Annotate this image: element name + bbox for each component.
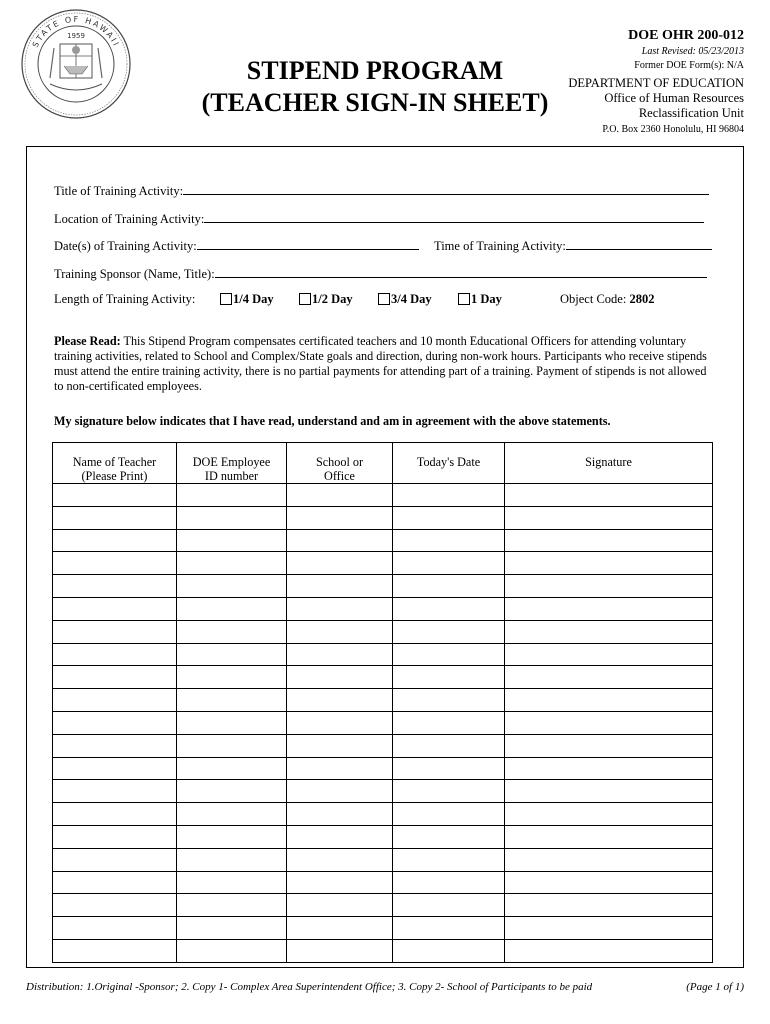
employee-id-cell[interactable]: [177, 825, 287, 848]
school-cell[interactable]: [287, 529, 393, 552]
table-header-row: [53, 443, 713, 484]
date-cell[interactable]: [393, 575, 505, 598]
signature-cell[interactable]: [505, 871, 713, 894]
date-cell[interactable]: [393, 825, 505, 848]
school-cell[interactable]: [287, 780, 393, 803]
sponsor-label: Training Sponsor (Name, Title):: [54, 267, 215, 281]
please-read-lead: Please Read:: [54, 334, 121, 348]
checkbox-half-day[interactable]: [299, 293, 311, 305]
date-cell[interactable]: [393, 597, 505, 620]
col-header-name: Name of Teacher (Please Print): [53, 443, 177, 484]
name-cell[interactable]: [53, 552, 177, 575]
form-number: DOE OHR 200-012: [628, 28, 744, 43]
date-cell[interactable]: [393, 780, 505, 803]
table-row: [53, 734, 713, 757]
location-input[interactable]: [204, 210, 704, 223]
date-cell[interactable]: [393, 757, 505, 780]
signature-cell[interactable]: [505, 689, 713, 712]
date-cell[interactable]: [393, 484, 505, 507]
name-cell[interactable]: [53, 734, 177, 757]
checkbox-quarter-day[interactable]: [220, 293, 232, 305]
signature-cell[interactable]: [505, 894, 713, 917]
name-cell[interactable]: [53, 757, 177, 780]
signature-cell[interactable]: [505, 552, 713, 575]
employee-id-cell[interactable]: [177, 711, 287, 734]
name-cell[interactable]: [53, 575, 177, 598]
employee-id-cell[interactable]: [177, 597, 287, 620]
school-cell[interactable]: [287, 575, 393, 598]
name-cell[interactable]: [53, 871, 177, 894]
department-name: DEPARTMENT OF EDUCATION: [568, 76, 744, 90]
signature-cell[interactable]: [505, 848, 713, 871]
school-cell[interactable]: [287, 757, 393, 780]
former-forms: Former DOE Form(s): N/A: [634, 60, 744, 71]
object-code-label: Object Code:: [560, 292, 627, 306]
table-row: [53, 917, 713, 940]
office-name: Office of Human Resources: [604, 91, 744, 105]
signature-cell[interactable]: [505, 734, 713, 757]
length-option-three-quarter[interactable]: 3/4 Day: [378, 292, 432, 307]
employee-id-cell[interactable]: [177, 848, 287, 871]
name-cell[interactable]: [53, 689, 177, 712]
time-label: Time of Training Activity:: [434, 239, 566, 253]
table-row: [53, 780, 713, 803]
table-row: [53, 529, 713, 552]
form-title-line1: STIPEND PROGRAM: [246, 56, 504, 85]
signature-cell[interactable]: [505, 620, 713, 643]
name-cell[interactable]: [53, 506, 177, 529]
school-cell[interactable]: [287, 825, 393, 848]
employee-id-cell[interactable]: [177, 620, 287, 643]
date-cell[interactable]: [393, 894, 505, 917]
table-row: [53, 894, 713, 917]
checkbox-three-quarter-day[interactable]: [378, 293, 390, 305]
length-option-half[interactable]: 1/2 Day: [299, 292, 353, 307]
please-read-notice: [54, 334, 714, 394]
signature-cell[interactable]: [505, 780, 713, 803]
signature-cell[interactable]: [505, 917, 713, 940]
name-cell[interactable]: [53, 711, 177, 734]
table-row: [53, 552, 713, 575]
signature-cell[interactable]: [505, 757, 713, 780]
dates-input[interactable]: [197, 237, 419, 250]
date-cell[interactable]: [393, 506, 505, 529]
date-cell[interactable]: [393, 939, 505, 962]
employee-id-cell[interactable]: [177, 757, 287, 780]
employee-id-cell[interactable]: [177, 506, 287, 529]
title-input[interactable]: [183, 182, 709, 195]
col-header-employee-id: DOE Employee ID number: [177, 443, 287, 484]
employee-id-cell[interactable]: [177, 643, 287, 666]
employee-id-cell[interactable]: [177, 917, 287, 940]
school-cell[interactable]: [287, 939, 393, 962]
name-cell[interactable]: [53, 666, 177, 689]
employee-id-cell[interactable]: [177, 529, 287, 552]
school-cell[interactable]: [287, 848, 393, 871]
table-row: [53, 643, 713, 666]
table-row: [53, 689, 713, 712]
col-header-date: Today's Date: [393, 443, 505, 484]
table-row: [53, 757, 713, 780]
svg-text:STATE OF HAWAII: STATE OF HAWAII: [30, 14, 122, 49]
signature-cell[interactable]: [505, 529, 713, 552]
employee-id-cell[interactable]: [177, 780, 287, 803]
time-field-row: [434, 237, 712, 254]
employee-id-cell[interactable]: [177, 734, 287, 757]
table-row: [53, 825, 713, 848]
date-cell[interactable]: [393, 552, 505, 575]
mailing-address: P.O. Box 2360 Honolulu, HI 96804: [602, 124, 744, 135]
name-cell[interactable]: [53, 780, 177, 803]
checkbox-full-day[interactable]: [458, 293, 470, 305]
date-cell[interactable]: [393, 734, 505, 757]
dates-label: Date(s) of Training Activity:: [54, 239, 197, 253]
name-cell[interactable]: [53, 529, 177, 552]
col-header-school: School or Office: [287, 443, 393, 484]
date-cell[interactable]: [393, 917, 505, 940]
form-title-line2: (TEACHER SIGN-IN SHEET): [201, 88, 549, 117]
employee-id-cell[interactable]: [177, 939, 287, 962]
date-cell[interactable]: [393, 848, 505, 871]
name-cell[interactable]: [53, 803, 177, 826]
employee-id-cell[interactable]: [177, 484, 287, 507]
length-option-full[interactable]: 1 Day: [458, 292, 502, 307]
school-cell[interactable]: [287, 871, 393, 894]
date-cell[interactable]: [393, 666, 505, 689]
length-label: Length of Training Activity:: [54, 292, 196, 306]
table-row: [53, 575, 713, 598]
name-cell[interactable]: [53, 643, 177, 666]
signature-cell[interactable]: [505, 711, 713, 734]
date-cell[interactable]: [393, 620, 505, 643]
agreement-statement: My signature below indicates that I have read, understand and am in agreement with the above statements.: [54, 414, 611, 428]
school-cell[interactable]: [287, 552, 393, 575]
table-row: [53, 666, 713, 689]
sponsor-field-row: [54, 265, 707, 282]
table-row: [53, 803, 713, 826]
signature-cell[interactable]: [505, 643, 713, 666]
school-cell[interactable]: [287, 894, 393, 917]
table-row: [53, 506, 713, 529]
table-row: [53, 597, 713, 620]
unit-name: Reclassification Unit: [638, 106, 744, 120]
title-field-row: [54, 182, 709, 199]
object-code: [560, 292, 654, 307]
date-cell[interactable]: [393, 529, 505, 552]
date-cell[interactable]: [393, 689, 505, 712]
signature-cell[interactable]: [505, 597, 713, 620]
sponsor-input[interactable]: [215, 265, 707, 278]
state-seal-logo: [20, 8, 132, 120]
school-cell[interactable]: [287, 803, 393, 826]
signature-cell[interactable]: [505, 575, 713, 598]
school-cell[interactable]: [287, 917, 393, 940]
name-cell[interactable]: [53, 939, 177, 962]
date-cell[interactable]: [393, 643, 505, 666]
school-cell[interactable]: [287, 506, 393, 529]
table-row: [53, 848, 713, 871]
school-cell[interactable]: [287, 666, 393, 689]
school-cell[interactable]: [287, 620, 393, 643]
please-read-body: This Stipend Program compensates certificated teachers and 10 month Educational Officers for attending voluntary training activities, related to School and Complex/State goals and direction, during non-work hours. Participants who receive stipends must attend the entire training activity, there is no partial payments for attending part of a training. Payment of stipends is not allowed to non-certificated employees.: [54, 334, 707, 393]
page-number: (Page 1 of 1): [686, 981, 744, 993]
school-cell[interactable]: [287, 689, 393, 712]
sign-in-table: [52, 442, 713, 963]
last-revised: Last Revised: 05/23/2013: [641, 46, 744, 57]
col-header-signature: Signature: [505, 443, 713, 484]
table-row: [53, 871, 713, 894]
name-cell[interactable]: [53, 620, 177, 643]
school-cell[interactable]: [287, 484, 393, 507]
table-row: [53, 711, 713, 734]
svg-text:1959: 1959: [67, 32, 85, 40]
table-row: [53, 620, 713, 643]
employee-id-cell[interactable]: [177, 575, 287, 598]
school-cell[interactable]: [287, 643, 393, 666]
signature-cell[interactable]: [505, 939, 713, 962]
school-cell[interactable]: [287, 734, 393, 757]
employee-id-cell[interactable]: [177, 894, 287, 917]
signature-cell[interactable]: [505, 666, 713, 689]
time-input[interactable]: [566, 237, 712, 250]
table-row: [53, 939, 713, 962]
signature-cell[interactable]: [505, 484, 713, 507]
location-field-row: [54, 210, 704, 227]
date-cell[interactable]: [393, 803, 505, 826]
school-cell[interactable]: [287, 711, 393, 734]
name-cell[interactable]: [53, 917, 177, 940]
title-label: Title of Training Activity:: [54, 184, 184, 198]
table-row: [53, 484, 713, 507]
name-cell[interactable]: [53, 894, 177, 917]
date-cell[interactable]: [393, 711, 505, 734]
date-cell[interactable]: [393, 871, 505, 894]
location-label: Location of Training Activity:: [54, 212, 205, 226]
length-option-quarter[interactable]: 1/4 Day: [220, 292, 274, 307]
signature-cell[interactable]: [505, 506, 713, 529]
object-code-value: 2802: [629, 292, 655, 306]
employee-id-cell[interactable]: [177, 552, 287, 575]
name-cell[interactable]: [53, 848, 177, 871]
name-cell[interactable]: [53, 597, 177, 620]
name-cell[interactable]: [53, 825, 177, 848]
signature-cell[interactable]: [505, 825, 713, 848]
school-cell[interactable]: [287, 597, 393, 620]
distribution-note: Distribution: 1.Original -Sponsor; 2. Copy 1- Complex Area Superintendent Office; 3. Copy 2- School of Participants to be paid: [26, 981, 593, 993]
employee-id-cell[interactable]: [177, 871, 287, 894]
name-cell[interactable]: [53, 484, 177, 507]
employee-id-cell[interactable]: [177, 689, 287, 712]
employee-id-cell[interactable]: [177, 803, 287, 826]
signature-cell[interactable]: [505, 803, 713, 826]
dates-field-row: [54, 237, 419, 254]
employee-id-cell[interactable]: [177, 666, 287, 689]
